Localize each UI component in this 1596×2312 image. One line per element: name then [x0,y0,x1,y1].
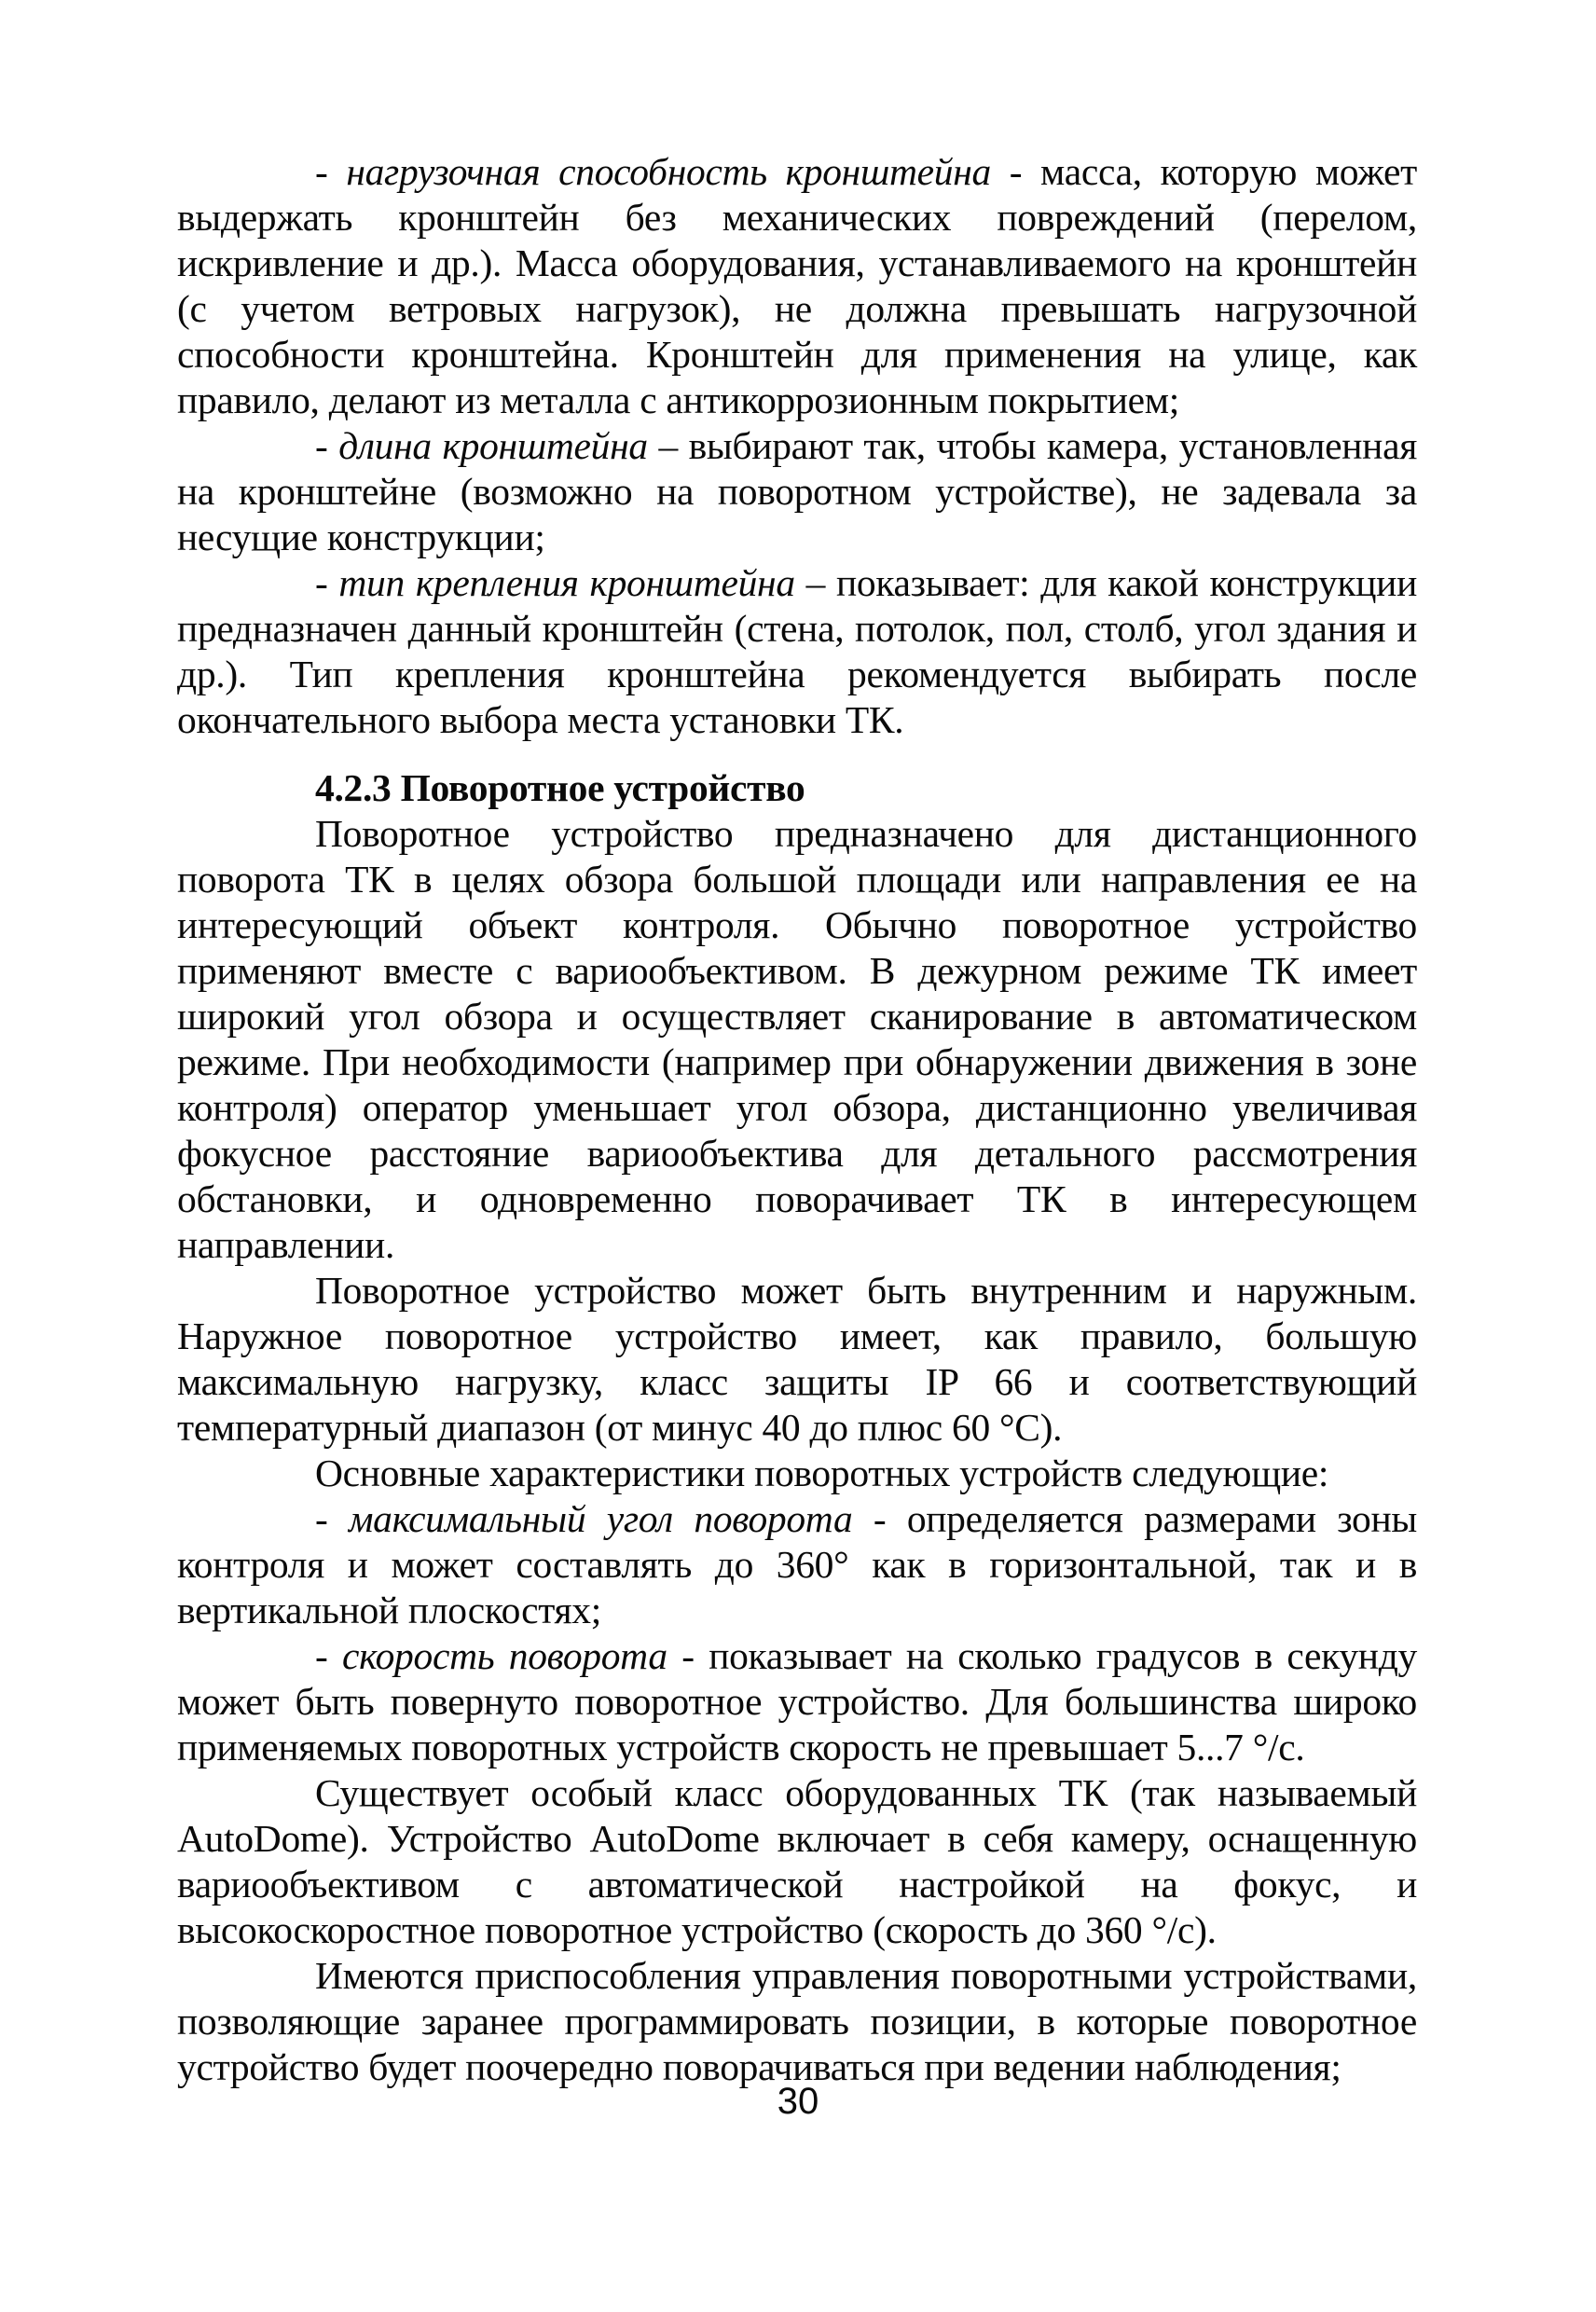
definition-load-capacity: - масса, которую может выдержать кронштейн без механических повреждений (перелом, искривление и др.). Масса оборудования, устанавливаемого на кронштейн (с учетом ветровых нагрузок), не должна превышать нагрузочной способности кронштейна. Кронштейн для применения на улице, как правило, делают из металла с антикоррозионным покрытием; [177,150,1417,421]
definition-rotation-speed: - показывает на сколько градусов в секунду может быть повернуто поворотное устройство. Для большинства широко применяемых поворотных устройств скорость не превышает 5...7 °/с. [177,1634,1417,1768]
list-dash: - [315,424,339,467]
paragraph-presets: Имеются приспособления управления поворотными устройствами, позволяющие заранее программировать позиции, в которые поворотное устройство будет поочередно поворачиваться при ведении наблюдения; [177,1954,1417,2088]
term-max-angle: максимальный угол поворота [348,1497,853,1540]
section-heading: 4.2.3 Поворотное устройство [315,766,805,809]
rotator-speed-item [177,1633,1417,1770]
bracket-mount-type-item [177,560,1417,743]
definition-bracket-length: – выбирают так, чтобы камера, установленная на кронштейне (возможно на поворотном устройстве), не задевала за несущие конструкции; [177,424,1417,558]
definition-mount-type: – показывает: для какой конструкции предназначен данный кронштейн (стена, потолок, пол, столб, угол здания и др.). Тип крепления кронштейна рекомендуется выбирать после окончательного выбора места установки ТК. [177,561,1417,741]
paragraph-characteristics-intro: Основные характеристики поворотных устройств следующие: [315,1452,1329,1494]
term-bracket-length: длина кронштейна [338,424,648,467]
bracket-load-capacity-item [177,149,1417,423]
rotator-max-angle-item [177,1496,1417,1633]
list-dash: - [315,150,347,193]
list-dash: - [315,1497,349,1540]
term-load-capacity: нагрузочная способность кронштейна [346,150,991,193]
paragraph-rotator-purpose: Поворотное устройство предназначено для дистанционного поворота ТК в целях обзора большой площади или направления ее на интересующий объект контроля. Обычно поворотное устройство применяют вместе с вариообъективом. В дежурном режиме ТК имеет широкий угол обзора и осуществляет сканирование в автоматическом режиме. При необходимости (например при обнаружении движения в зоне контроля) оператор уменьшает угол обзора, дистанционно увеличивая фокусное расстояние вариообъектива для детального рассмотрения обстановки, и одновременно поворачивает ТК в интересующем направлении. [177,812,1417,1266]
paragraph-rotator-types: Поворотное устройство может быть внутренним и наружным. Наружное поворотное устройство имеет, как правило, большую максимальную нагрузку, класс защиты IP 66 и соответствующий температурный диапазон (от минус 40 до плюс 60 °С). [177,1269,1417,1449]
definition-max-angle: - определяется размерами зоны контроля и может составлять до 360° как в горизонтальной, так и в вертикальной плоскостях; [177,1497,1417,1631]
page-number: 30 [777,2081,819,2122]
list-dash: - [315,1634,342,1677]
bracket-length-item [177,423,1417,560]
term-mount-type: тип крепления кронштейна [338,561,795,604]
page-body [177,149,1417,2090]
term-rotation-speed: скорость поворота [341,1634,667,1677]
paragraph-autodome: Существует особый класс оборудованных ТК (так называемый AutoDome). Устройство AutoDome включает в себя камеру, оснащенную вариообъективом с автоматической настройкой на фокус, и высокоскоростное поворотное устройство (скорость до 360 °/с). [177,1771,1417,1951]
list-dash: - [315,561,339,604]
